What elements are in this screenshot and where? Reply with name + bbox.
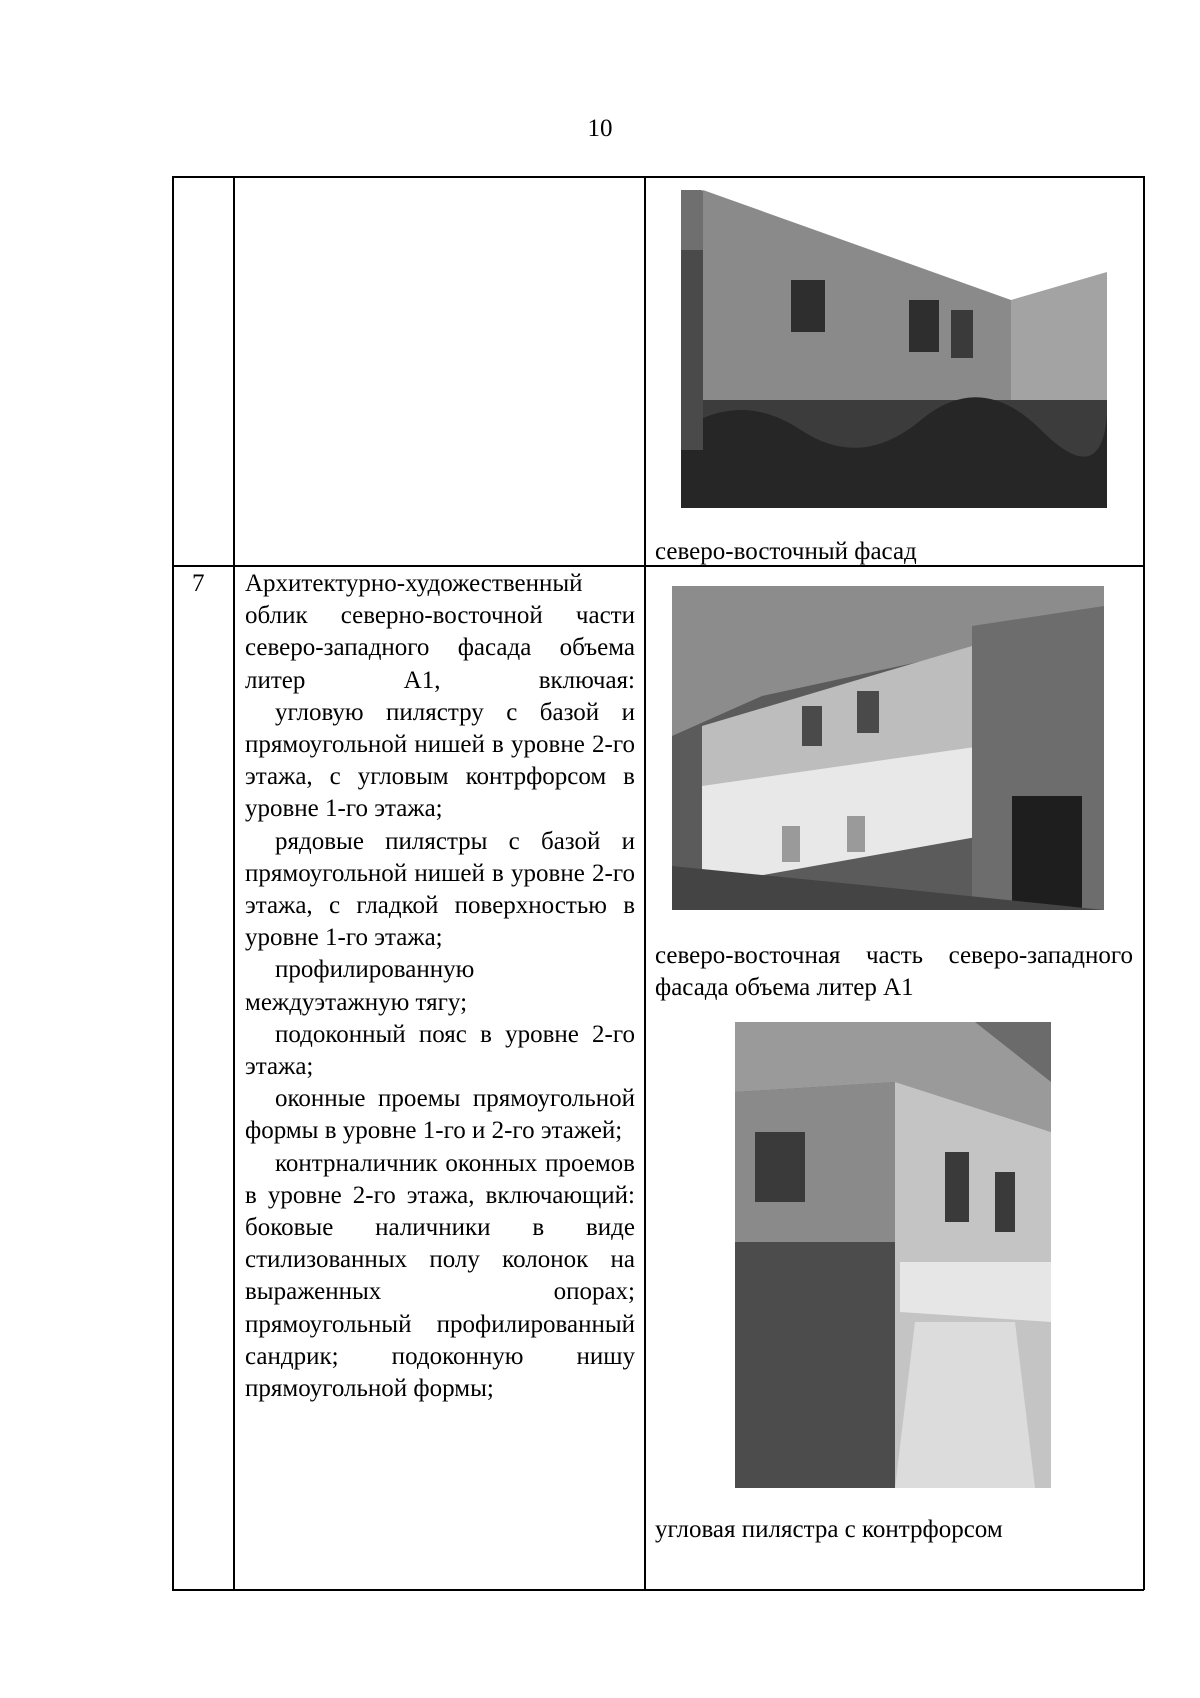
- description-paragraph: рядовые пилястры с базой и прямоугольной нишей в уровне 2-го этажа, с гладкой поверхностью в уровне 1-го этажа;: [245, 827, 635, 952]
- table-border-right: [1143, 176, 1145, 1590]
- caption-corner-pilaster: угловая пилястра с контрфорсом: [655, 1516, 1003, 1543]
- description-paragraph: контрналичник оконных проемов в уровне 2-го этажа, включающий: боковые наличники в виде стилизованных полу колонок на выраженных опорах; прямоугольный профилированный сандрик; подоконную нишу прямоугольной формы;: [245, 1149, 635, 1403]
- column-divider-1: [233, 176, 235, 1590]
- table-border-left: [172, 176, 174, 1590]
- photo-northeast-facade: [681, 190, 1107, 508]
- row-number: 7: [192, 570, 205, 597]
- column-divider-2: [644, 176, 646, 1590]
- photo-northeast-part-northwest-facade: [672, 586, 1104, 910]
- description-paragraph: Архитектурно-художественный облик северно-восточной части северо-западного фасада объема литер А1, включая:: [245, 570, 635, 694]
- description-paragraph: подоконный пояс в уровне 2-го этажа;: [245, 1020, 635, 1081]
- photo-corner-pilaster: [735, 1022, 1051, 1488]
- table-border-bottom: [172, 1589, 1144, 1591]
- row-description: [245, 568, 635, 1405]
- building-photo-icon: [681, 190, 1107, 508]
- description-paragraph: профилированную междуэтажную тягу;: [245, 956, 475, 1016]
- page-number: 10: [587, 115, 613, 142]
- description-paragraph: оконные проемы прямоугольной формы в уровне 1-го и 2-го этажей;: [245, 1085, 635, 1145]
- building-photo-icon: [735, 1022, 1051, 1488]
- caption-northeast-facade: северо-восточный фасад: [655, 538, 917, 565]
- description-paragraph: угловую пилястру с базой и прямоугольной нишей в уровне 2-го этажа, с угловым контрфорсом в уровне 1-го этажа;: [245, 698, 635, 823]
- caption-northeast-part-northwest-facade: северо-восточная часть северо-западного фасада объема литер А1: [655, 942, 1133, 1001]
- building-photo-icon: [672, 586, 1104, 910]
- table-border-top: [172, 176, 1144, 178]
